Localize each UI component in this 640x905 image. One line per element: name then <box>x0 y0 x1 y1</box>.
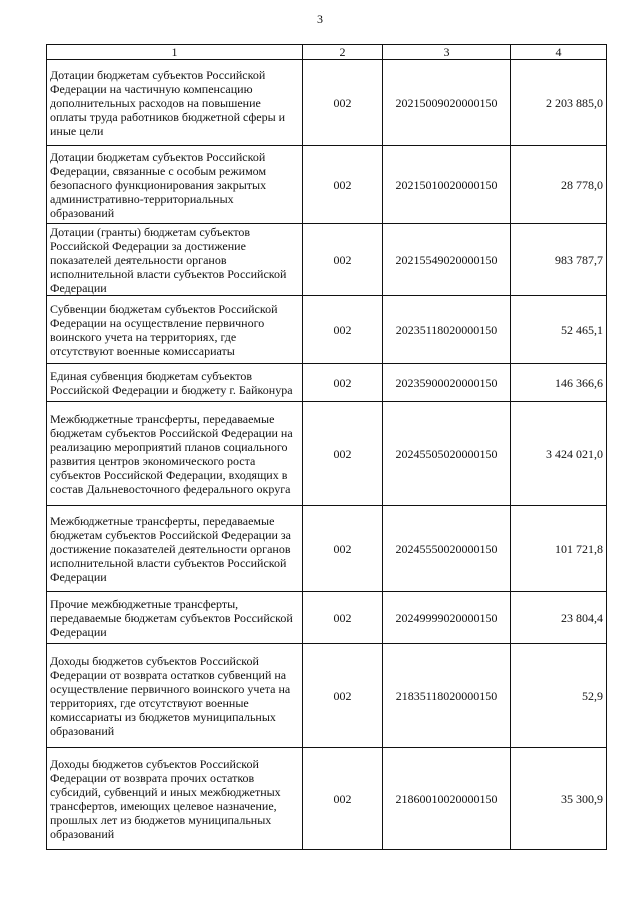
column-header-1: 1 <box>47 45 303 60</box>
amount: 3 424 021,0 <box>511 402 607 506</box>
column-header-2: 2 <box>303 45 383 60</box>
admin-code: 002 <box>303 146 383 224</box>
revenue-description: Межбюджетные трансферты, передаваемые бюджетам субъектов Российской Федерации за достижение показателей деятельности органов исполнительной власти субъектов Российской Федерации <box>47 506 303 592</box>
revenue-description: Прочие межбюджетные трансферты, передаваемые бюджетам субъектов Российской Федерации <box>47 592 303 644</box>
amount: 52,9 <box>511 644 607 748</box>
budget-table <box>46 44 607 850</box>
table-row <box>47 506 607 592</box>
table-row <box>47 592 607 644</box>
budget-classification-code: 20235900020000150 <box>383 364 511 402</box>
amount: 23 804,4 <box>511 592 607 644</box>
admin-code: 002 <box>303 402 383 506</box>
admin-code: 002 <box>303 60 383 146</box>
page-number: 3 <box>317 12 323 26</box>
amount: 2 203 885,0 <box>511 60 607 146</box>
amount: 983 787,7 <box>511 224 607 296</box>
column-header-4: 4 <box>511 45 607 60</box>
revenue-description: Субвенции бюджетам субъектов Российской Федерации на осуществление первичного воинского учета на территориях, где отсутствуют военные комиссариаты <box>47 296 303 364</box>
budget-classification-code: 21860010020000150 <box>383 748 511 850</box>
admin-code: 002 <box>303 644 383 748</box>
amount: 146 366,6 <box>511 364 607 402</box>
amount: 101 721,8 <box>511 506 607 592</box>
revenue-description: Доходы бюджетов субъектов Российской Федерации от возврата прочих остатков субсидий, субвенций и иных межбюджетных трансфертов, имеющих целевое назначение, прошлых лет из бюджетов муниципальных образований <box>47 748 303 850</box>
budget-classification-code: 20215010020000150 <box>383 146 511 224</box>
table-row <box>47 146 607 224</box>
revenue-description: Дотации (гранты) бюджетам субъектов Российской Федерации за достижение показателей деятельности органов исполнительной власти субъектов Российской Федерации <box>47 224 303 296</box>
table-row <box>47 224 607 296</box>
column-header-3: 3 <box>383 45 511 60</box>
budget-classification-code: 21835118020000150 <box>383 644 511 748</box>
table-row <box>47 296 607 364</box>
admin-code: 002 <box>303 224 383 296</box>
budget-classification-code: 20245505020000150 <box>383 402 511 506</box>
table-row <box>47 364 607 402</box>
admin-code: 002 <box>303 364 383 402</box>
table-row <box>47 60 607 146</box>
header-row <box>47 45 607 60</box>
revenue-description: Доходы бюджетов субъектов Российской Федерации от возврата остатков субвенций на осуществление первичного воинского учета на территориях, где отсутствуют военные комиссариаты из бюджетов муниципальных образований <box>47 644 303 748</box>
budget-classification-code: 20235118020000150 <box>383 296 511 364</box>
budget-classification-code: 20249999020000150 <box>383 592 511 644</box>
budget-classification-code: 20215009020000150 <box>383 60 511 146</box>
admin-code: 002 <box>303 748 383 850</box>
admin-code: 002 <box>303 296 383 364</box>
revenue-description: Межбюджетные трансферты, передаваемые бюджетам субъектов Российской Федерации на реализацию мероприятий планов социального развития центров экономического роста субъектов Российской Федерации, входящих в состав Дальневосточного федерального округа <box>47 402 303 506</box>
table-row <box>47 644 607 748</box>
budget-classification-code: 20245550020000150 <box>383 506 511 592</box>
amount: 35 300,9 <box>511 748 607 850</box>
revenue-description: Дотации бюджетам субъектов Российской Федерации на частичную компенсацию дополнительных расходов на повышение оплаты труда работников бюджетной сферы и иные цели <box>47 60 303 146</box>
table-row <box>47 402 607 506</box>
amount: 52 465,1 <box>511 296 607 364</box>
revenue-description: Дотации бюджетам субъектов Российской Федерации, связанные с особым режимом безопасного функционирования закрытых административно-территориальных образований <box>47 146 303 224</box>
admin-code: 002 <box>303 506 383 592</box>
budget-classification-code: 20215549020000150 <box>383 224 511 296</box>
admin-code: 002 <box>303 592 383 644</box>
table-row <box>47 748 607 850</box>
revenue-description: Единая субвенция бюджетам субъектов Российской Федерации и бюджету г. Байконура <box>47 364 303 402</box>
amount: 28 778,0 <box>511 146 607 224</box>
